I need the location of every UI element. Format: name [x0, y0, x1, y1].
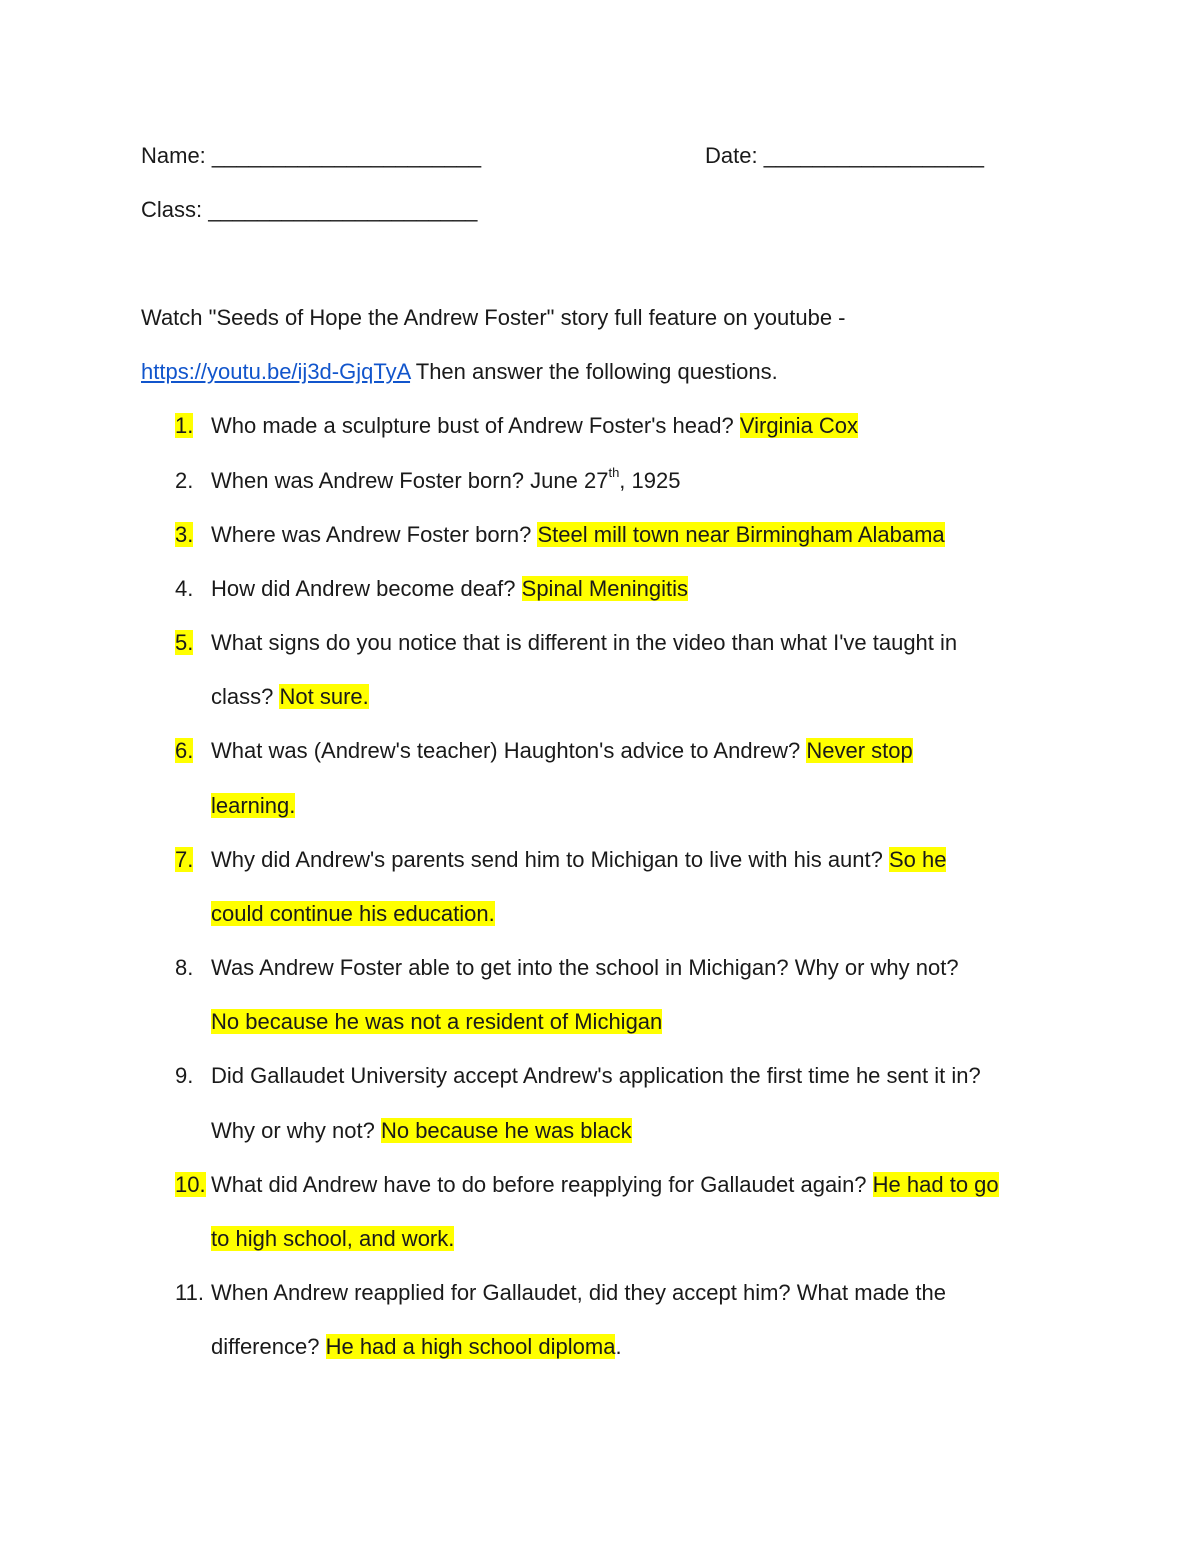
answer-text-cont: could continue his education.: [211, 901, 495, 926]
answer-text: No because he was black: [380, 1118, 632, 1143]
question-text-cont: class?: [211, 684, 280, 709]
question-item: [211, 574, 688, 604]
answer-text: Never stop: [806, 738, 913, 763]
answer-cont: [211, 791, 295, 821]
answer-text: He had to go: [872, 1172, 999, 1197]
intro-line-2: [141, 357, 778, 387]
question-item: [211, 1170, 999, 1200]
question-text: What was (Andrew's teacher) Haughton's advice to Andrew?: [211, 738, 807, 763]
answer-text: Spinal Meningitis: [521, 576, 688, 601]
intro-line-2-text: Then answer the following questions.: [410, 359, 778, 384]
answer-tail: .: [615, 1334, 622, 1359]
question-item: [211, 411, 858, 441]
question-number: 5.: [175, 630, 194, 655]
question-number: 10.: [175, 1172, 206, 1197]
answer-text: He had a high school diploma: [325, 1334, 616, 1359]
question-number: 7.: [175, 847, 194, 872]
question-number: 9.: [175, 1063, 194, 1088]
answer-text: No because he was not a resident of Michigan: [211, 1009, 663, 1034]
question-item: [211, 736, 913, 766]
superscript: th: [608, 464, 620, 480]
question-item: [211, 682, 369, 712]
question-text: How did Andrew become deaf?: [211, 576, 522, 601]
question-number: 1.: [175, 413, 194, 438]
question-number: 3.: [175, 522, 194, 547]
youtube-link[interactable]: https://youtu.be/ij3d-GjqTyA: [141, 359, 411, 384]
question-number: 6.: [175, 738, 194, 763]
date-field[interactable]: Date: __________________: [705, 143, 984, 168]
question-text: When Andrew reapplied for Gallaudet, did they accept him? What made the: [211, 1280, 946, 1305]
question-text-cont: Why or why not?: [211, 1118, 381, 1143]
question-number: 8.: [175, 955, 194, 980]
question-item: [211, 466, 680, 496]
question-text: Where was Andrew Foster born?: [211, 522, 538, 547]
question-text-end: , 1925: [619, 468, 681, 493]
name-field[interactable]: Name: ______________________: [141, 143, 482, 168]
class-field[interactable]: Class: ______________________: [141, 197, 478, 222]
intro-line-1: Watch "Seeds of Hope the Andrew Foster" story full feature on youtube -: [141, 305, 846, 330]
question-text: Why did Andrew's parents send him to Michigan to live with his aunt?: [211, 847, 889, 872]
question-item: [211, 1116, 632, 1146]
question-text: Was Andrew Foster able to get into the school in Michigan? Why or why not?: [211, 955, 959, 980]
question-number: 11.: [175, 1280, 204, 1305]
answer-text-cont: learning.: [211, 793, 296, 818]
answer-text: Steel mill town near Birmingham Alabama: [537, 522, 945, 547]
answer-text: Not sure.: [279, 684, 369, 709]
question-text: Did Gallaudet University accept Andrew's application the first time he sent it in?: [211, 1063, 981, 1088]
question-number: 2.: [175, 468, 194, 493]
question-number: 4.: [175, 576, 194, 601]
question-text-cont: difference?: [211, 1334, 326, 1359]
question-item: [211, 845, 946, 875]
question-text: What signs do you notice that is different in the video than what I've taught in: [211, 630, 958, 655]
question-text: When was Andrew Foster born? June 27: [211, 468, 609, 493]
question-text: What did Andrew have to do before reapplying for Gallaudet again?: [211, 1172, 873, 1197]
answer-cont: [211, 1224, 454, 1254]
question-item: [211, 520, 945, 550]
answer-cont: [211, 1007, 662, 1037]
answer-text: So he: [888, 847, 947, 872]
answer-cont: [211, 899, 495, 929]
question-item: [211, 1332, 622, 1362]
answer-text-cont: to high school, and work.: [211, 1226, 455, 1251]
question-text: Who made a sculpture bust of Andrew Foster's head?: [211, 413, 740, 438]
answer-text: Virginia Cox: [739, 413, 859, 438]
